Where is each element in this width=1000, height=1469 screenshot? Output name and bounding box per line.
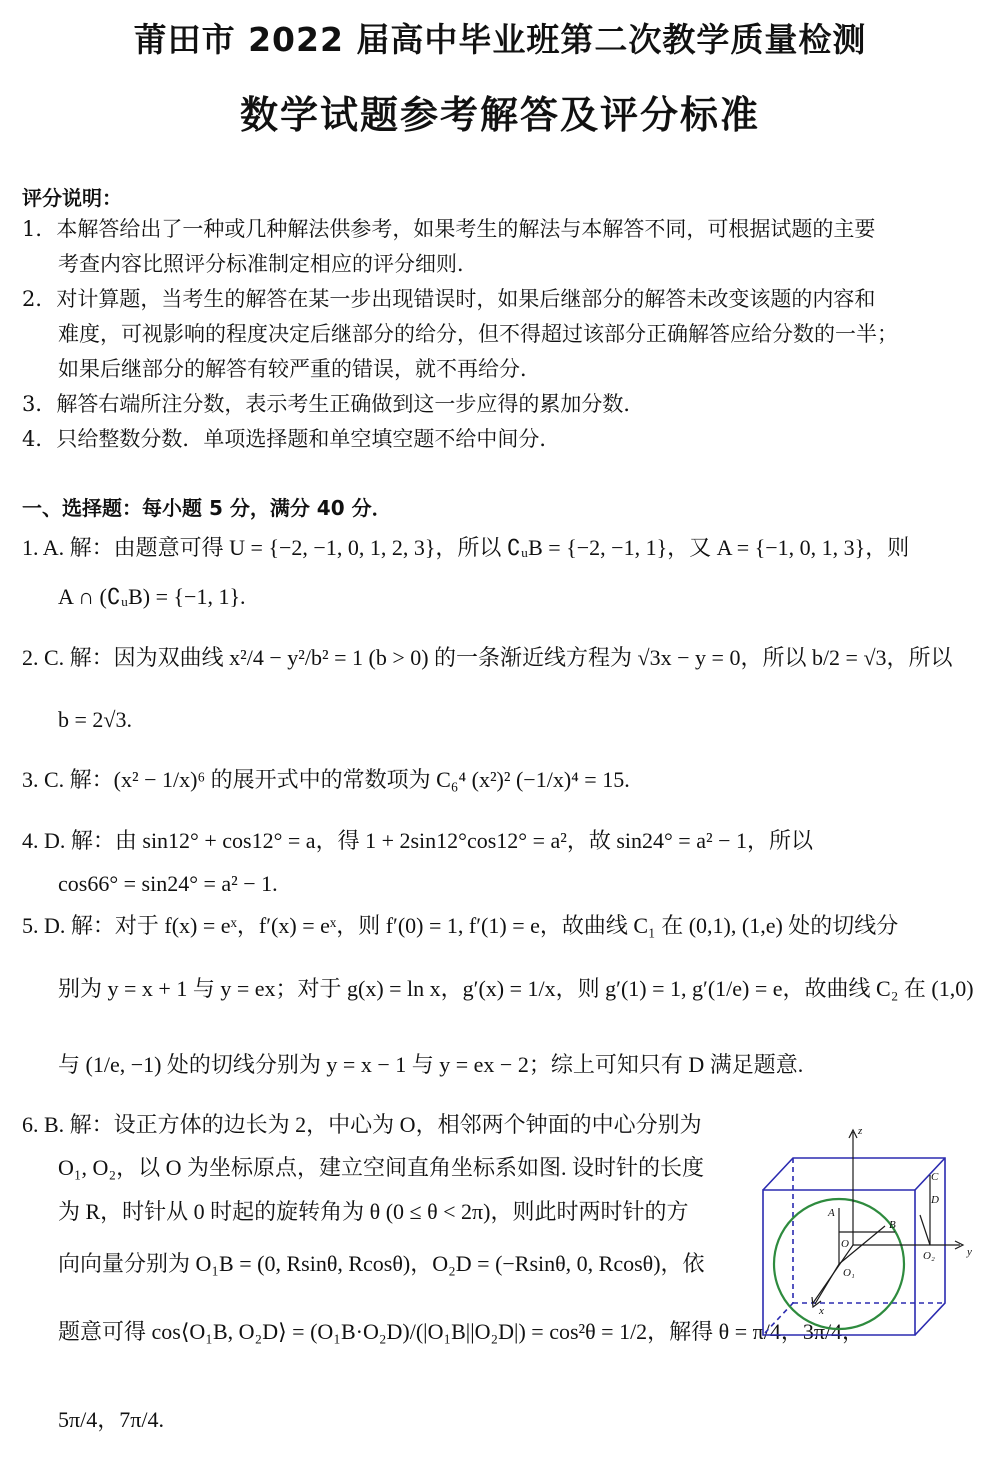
label-x: x (819, 1305, 824, 1317)
note-line: 3．解答右端所注分数，表示考生正确做到这一步应得的累加分数． (22, 392, 645, 416)
label-C: C (931, 1171, 939, 1183)
answer-6-line: 为 R，时针从 0 时起的旋转角为 θ (0 ≤ θ < 2π)，则此时两时针的方 (58, 1199, 689, 1224)
answer-4-line: cos66° = sin24° = a² − 1. (58, 871, 278, 896)
answer-3-line: 3. C. 解：(x² − 1/x)⁶ 的展开式中的常数项为 C₆⁴ (x²)² (−1/x)⁴ = 15. (22, 767, 630, 792)
answer-5-line: 别为 y = x + 1 与 y = ex；对于 g(x) = ln x，g′(x) = 1/x，则 g′(1) = 1, g′(1/e) = e，故曲线 C₂ 在 (1,0) (58, 976, 974, 1001)
label-D: D (931, 1194, 939, 1206)
note-line: 难度，可视影响的程度决定后继部分的给分，但不得超过该部分正确解答应给分数的一半； (58, 322, 898, 346)
note-line: 如果后继部分的解答有较严重的错误，就不再给分． (58, 357, 541, 381)
answer-2-line: 2. C. 解：因为双曲线 x²/4 − y²/b² = 1 (b > 0) 的一条渐近线方程为 √3x − y = 0，所以 b/2 = √3，所以 (22, 645, 953, 670)
cube-hidden-edge (763, 1303, 793, 1335)
answer-5-line: 5. D. 解：对于 f(x) = eˣ，f′(x) = eˣ，则 f′(0) = 1, f′(1) = e，故曲线 C₁ 在 (0,1), (1,e) 处的切线分 (22, 913, 899, 938)
x-axis (815, 1264, 839, 1304)
cube-clock-diagram (755, 1120, 980, 1350)
note-line: 考查内容比照评分标准制定相应的评分细则． (58, 252, 478, 276)
answer-5-line: 与 (1/e, −1) 处的切线分别为 y = x − 1 与 y = ex − 2；综上可知只有 D 满足题意. (58, 1052, 804, 1077)
notes-heading: 评分说明： (22, 186, 122, 210)
note-line: 1．本解答给出了一种或几种解法供参考，如果考生的解法与本解答不同，可根据试题的主要 (22, 217, 876, 241)
note-line: 2．对计算题，当考生的解答在某一步出现错误时，如果后继部分的解答未改变该题的内容和 (22, 287, 876, 311)
answer-1-line: A ∩ (∁ᵤB) = {−1, 1}. (58, 584, 246, 609)
diagram-labels (818, 1125, 972, 1317)
answer-6-line: O₁, O₂，以 O 为坐标原点，建立空间直角坐标系如图. 设时针的长度 (58, 1155, 705, 1180)
label-y: y (967, 1246, 972, 1258)
label-O1: O₁ (843, 1267, 855, 1279)
answer-2-line: b = 2√3. (58, 707, 132, 732)
answer-1-line: 1. A. 解：由题意可得 U = {−2, −1, 0, 1, 2, 3}，所以 ∁ᵤB = {−2, −1, 1}，又 A = {−1, 0, 1, 3}，则 (22, 535, 910, 560)
label-B: B (889, 1219, 896, 1231)
answer-6-line: 5π/4，7π/4. (58, 1407, 164, 1432)
answer-6-line: 6. B. 解：设正方体的边长为 2，中心为 O，相邻两个钟面的中心分别为 (22, 1112, 702, 1137)
document-title: 莆田市 2022 届高中毕业班第二次教学质量检测 (133, 20, 867, 59)
answer-4-line: 4. D. 解：由 sin12° + cos12° = a，得 1 + 2sin12°cos12° = a²，故 sin24° = a² − 1，所以 (22, 828, 813, 853)
label-O: O (841, 1238, 849, 1250)
document-subtitle: 数学试题参考解答及评分标准 (239, 93, 760, 137)
answer-6-line: 向向量分别为 O₁B = (0, Rsinθ, Rcosθ)，O₂D = (−Rsinθ, 0, Rcosθ)，依 (58, 1251, 705, 1276)
label-A: A (828, 1207, 835, 1219)
hand-O2D (920, 1215, 930, 1245)
answer-6-line: 题意可得 cos⟨O₁B, O₂D⟩ = (O₁B·O₂D)/(|O₁B||O₂D|) = cos²θ = 1/2，解得 θ = π/4，3π/4， (58, 1319, 865, 1344)
label-O2: O₂ (923, 1250, 935, 1262)
note-line: 4．只给整数分数．单项选择题和单空填空题不给中间分． (22, 427, 561, 451)
section-heading: 一、选择题：每小题 5 分，满分 40 分． (22, 496, 392, 520)
label-z: z (858, 1125, 863, 1137)
